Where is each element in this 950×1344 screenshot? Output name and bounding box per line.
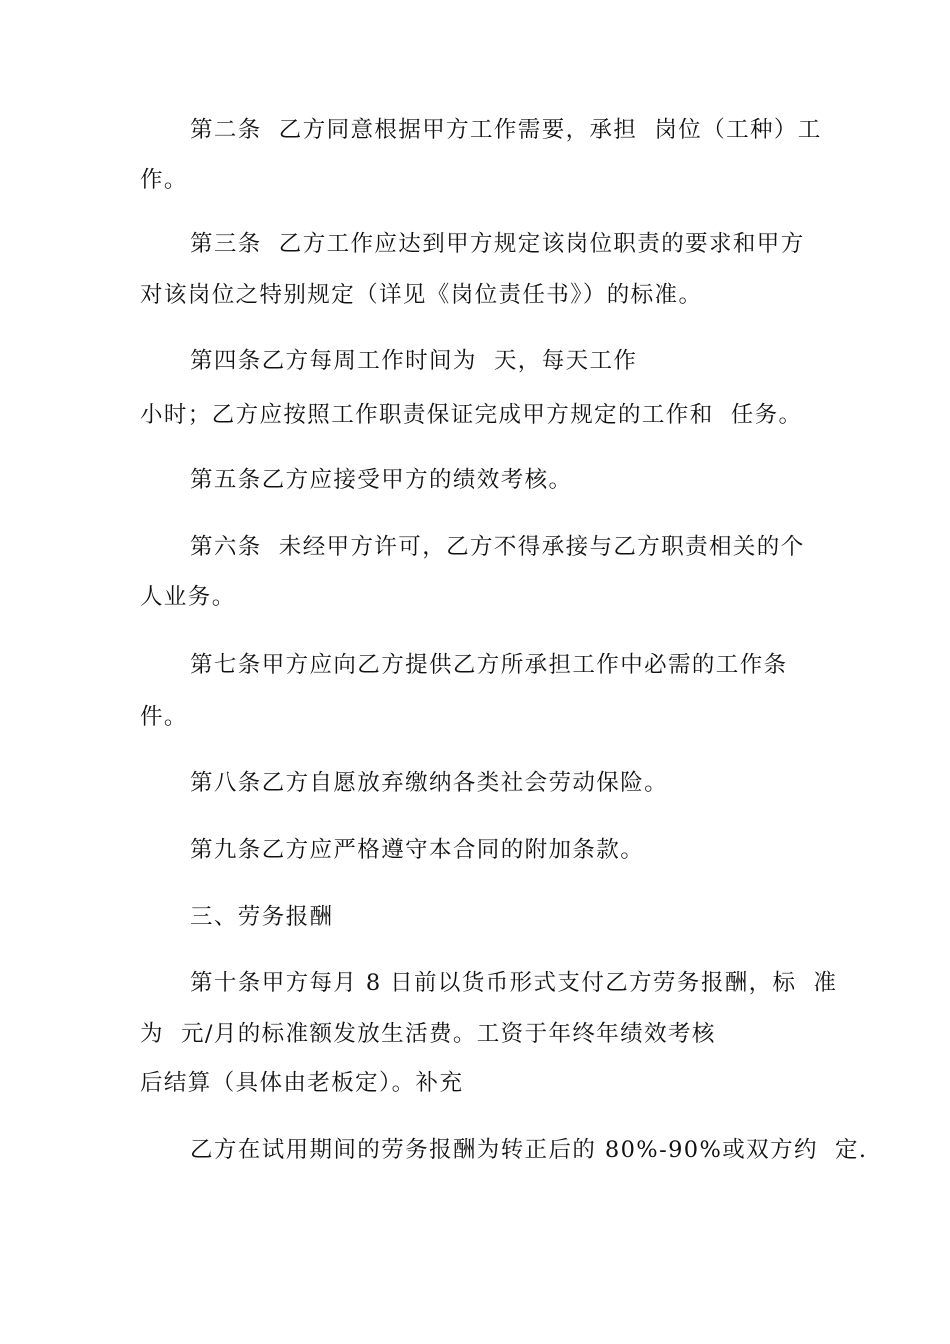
article-2-line-1: 第二条 乙方同意根据甲方工作需要，承担 岗位（工种）工 <box>190 117 822 143</box>
article-4-line-1: 第四条乙方每周工作时间为 天，每天工作 <box>190 348 638 374</box>
section-heading-remuneration: 三、劳务报酬 <box>190 904 334 930</box>
article-3-line-2: 对该岗位之特别规定（详见《岗位责任书》）的标准。 <box>140 282 703 308</box>
article-10-line-1: 第十条甲方每月 8 日前以货币形式支付乙方劳务报酬，标 准 <box>190 970 838 996</box>
probation-pay-line-1: 乙方在试用期间的劳务报酬为转正后的 80%-90%或双方约 定. <box>190 1137 868 1163</box>
article-8-line-1: 第八条乙方自愿放弃缴纳各类社会劳动保险。 <box>190 770 669 796</box>
article-2-line-2: 作。 <box>140 167 188 193</box>
article-7-line-2: 件。 <box>140 704 188 730</box>
article-7-line-1: 第七条甲方应向乙方提供乙方所承担工作中必需的工作条 <box>190 652 788 678</box>
article-3-line-1: 第三条 乙方工作应达到甲方规定该岗位职责的要求和甲方 <box>190 231 805 257</box>
article-9-line-1: 第九条乙方应严格遵守本合同的附加条款。 <box>190 837 645 863</box>
article-10-line-3: 后结算（具体由老板定）。补充 <box>140 1070 464 1096</box>
article-6-line-1: 第六条 未经甲方许可，乙方不得承接与乙方职责相关的个 <box>190 534 805 560</box>
article-10-line-2: 为 元/月的标准额发放生活费。工资于年终年绩效考核 <box>140 1021 716 1047</box>
article-4-line-2: 小时；乙方应按照工作职责保证完成甲方规定的工作和 任务。 <box>140 402 803 428</box>
article-6-line-2: 人业务。 <box>140 584 236 610</box>
article-5-line-1: 第五条乙方应接受甲方的绩效考核。 <box>190 467 573 493</box>
